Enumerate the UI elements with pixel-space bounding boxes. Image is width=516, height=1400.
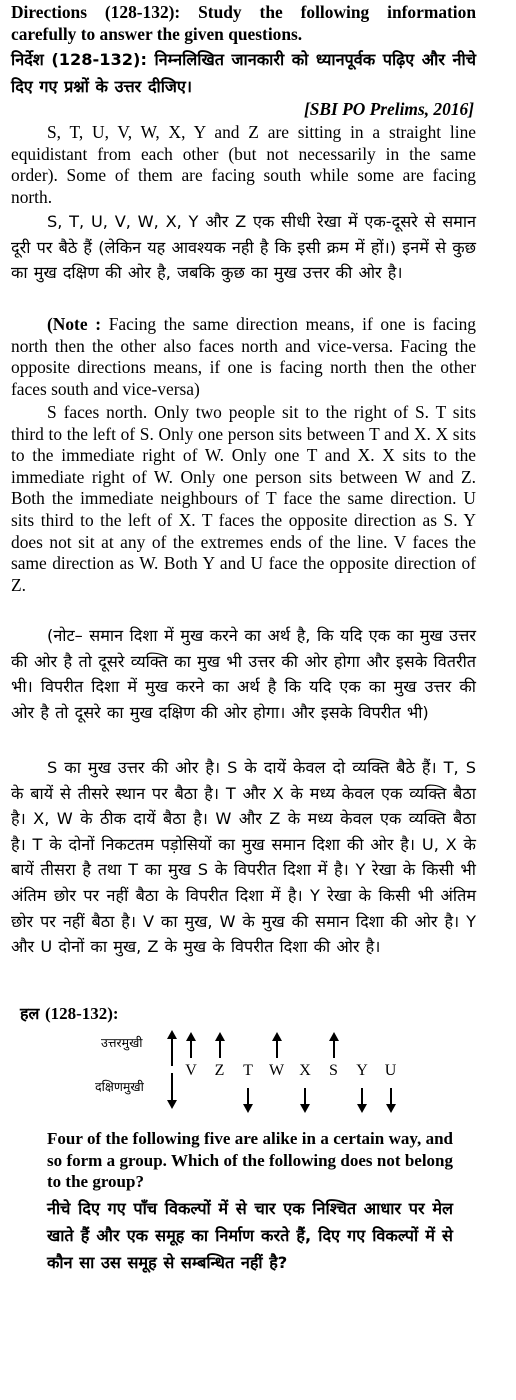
north-arrow-w: [270, 1032, 284, 1062]
note-label: (Note :: [47, 314, 102, 334]
intro-paragraph-hi: S, T, U, V, W, X, Y और Z एक सीधी रेखा में एक-दूसरे से समान दूरी पर बैठे हैं (लेकिन यह आवश्यक नही है कि इसी क्रम में हों।) इनमें से कुछ का मुख दक्षिण की ओर है, जबकि कुछ का मुख उत्तर की ओर है।: [11, 212, 476, 283]
clues-paragraph-hi: S का मुख उत्तर की ओर है। S के दायें केवल दो व्यक्ति बैठे हैं। T, S के बायें से तीसरे स्थान पर बैठा है। T और X के मध्य केवल एक व्यक्ति बैठा है। X, W के ठीक दायें बैठा है। W और Z के मध्य केवल एक व्यक्ति बैठा है। T के दोनों निकटतम पड़ोसियों का मुख समान दिशा की ओर है। U, X के बायें तीसरा है तथा T का मुख S के विपरीत दिशा में है। Y रेखा के किसी भी अंतिम छोर पर नहीं बैठा के विपरीत दिशा में है। Y रेखा के किसी भी अंतिम छोर पर नहीं बैठा है। V का मुख, W के मुख की समान दिशा की ओर है। Y और U दोनों का मुख, Z के मुख के विपरीत दिशा की ओर है।: [11, 758, 476, 957]
note-paragraph-en: [11, 314, 476, 400]
seat-letter-z: Z: [214, 1062, 225, 1079]
seat-letter-u: U: [384, 1062, 397, 1079]
intro-paragraph-en: S, T, U, V, W, X, Y and Z are sitting in a straight line equidistant from each other (but not necessarily in the same order). Some of them are facing south while some are facing north.: [11, 122, 476, 207]
seat-letter-t: T: [243, 1062, 253, 1079]
south-facing-label: दक्षिणमुखी: [95, 1079, 144, 1094]
solution-label-range: (128-132):: [44, 1004, 119, 1023]
seat-letter-w: W: [268, 1062, 285, 1079]
source-citation: [SBI PO Prelims, 2016]: [303, 99, 474, 119]
south-arrow-x: [298, 1086, 312, 1116]
directions-heading-en: Directions (128-132): Study the following information carefully to answer the given questions.: [11, 2, 476, 44]
note-paragraph-hi: (नोट– समान दिशा में मुख करने का अर्थ है, कि यदि एक का मुख उत्तर की ओर है तो दूसरे व्यक्ति का मुख भी उत्तर की ओर होगा और इसके वितरीत भी। विपरीत दिशा में मुख करने का अर्थ है कि यदि एक का मुख उत्तर की ओर है तो दूसरे का मुख दक्षिण की ओर होगा। और इसके विपरीत भी): [11, 626, 476, 722]
legend-arrows: [165, 1030, 181, 1140]
clues-paragraph-en: S faces north. Only two people sit to the right of S. T sits third to the left of S. Only one person sits between T and X. X sits to the immediate right of W. Only one T and X. X sits to the immediate right of W. Only one person sits between W and Z. Both the immediate neighbours of T face the same direction. U sits third to the left of X. T faces the opposite direction as S. Y does not sit at any of the extremes ends of the line. V faces the same direction as W. Both Y and U face the opposite direction of Z.: [11, 402, 476, 595]
north-facing-label: उत्तरमुखी: [101, 1035, 143, 1050]
south-arrow-u: [384, 1086, 398, 1116]
question-block: [47, 1128, 453, 1276]
north-arrow-v: [184, 1032, 198, 1062]
seat-letter-v: V: [185, 1062, 197, 1079]
seat-letter-s: S: [329, 1062, 338, 1079]
note-text-en: Facing the same direction means, if one is facing north then the other also faces north and vice-versa. Facing the opposite directions means, if one is facing north then the other faces south and vice-versa): [11, 314, 476, 399]
north-arrow-s: [327, 1032, 341, 1062]
south-arrow-t: [241, 1086, 255, 1116]
north-arrow-z: [213, 1032, 227, 1062]
question-text-en: Four of the following five are alike in a certain way, and so form a group. Which of the following does not belong to the group?: [47, 1129, 453, 1192]
seat-letter-y: Y: [356, 1062, 368, 1079]
solution-label: [20, 1002, 119, 1024]
seat-letter-x: X: [299, 1062, 311, 1079]
solution-label-hi: हल: [20, 1004, 40, 1023]
south-arrow-y: [355, 1086, 369, 1116]
seating-diagram: [95, 1030, 425, 1140]
directions-heading-hi: निर्देश (128-132): निम्नलिखित जानकारी को ध्यानपूर्वक पढ़िए और नीचे दिए गए प्रश्नों के उत्तर दीजिए।: [11, 50, 476, 96]
question-text-hi: नीचे दिए गए पाँच विकल्पों में से चार एक निश्चित आधार पर मेल खाते हैं और एक समूह का निर्माण करते हैं, दिए गए विकल्पों में से कौन सा उस समूह से सम्बन्धित नहीं है?: [47, 1198, 453, 1272]
